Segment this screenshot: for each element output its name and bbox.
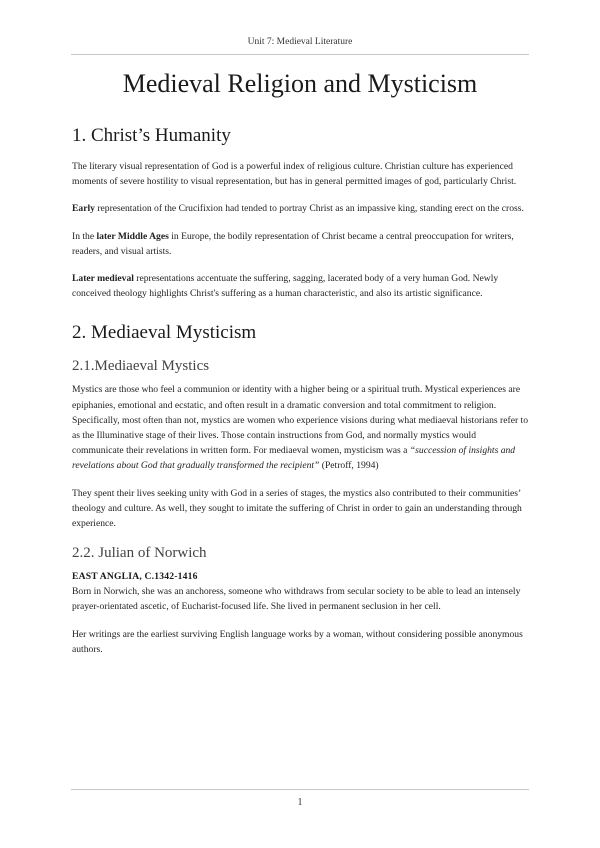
section-heading: 2. Mediaeval Mysticism — [72, 322, 257, 344]
subsection-heading: 2.2. Julian of Norwich — [72, 545, 207, 562]
section-heading: 1. Christ’s Humanity — [72, 125, 231, 146]
footer-divider — [71, 789, 529, 790]
subsection-julian-of-norwich — [72, 543, 530, 657]
subsection-heading: 2.1.Mediaeval Mystics — [72, 358, 210, 375]
section-christs-humanity — [72, 124, 530, 301]
paragraph: Her writings are the earliest surviving English language works by a woman, without considering possible anonymous authors. — [72, 628, 523, 655]
paragraph-text: representations accentuate the suffering, sagging, lacerated body of a very human God. Newly conceived theology highlights Christ's suffering as a human characteristic, and also its artistic significance. — [72, 273, 499, 300]
paragraph: The literary visual representation of God is a powerful index of religious culture. Christian culture has experienced moments of severe hostility to visual representation, but has in general permitted images of god, particularly Christ. — [72, 161, 517, 188]
paragraph-text: In the — [72, 230, 97, 242]
bold-lead: Later medieval — [72, 273, 134, 285]
page-number: 1 — [297, 797, 303, 808]
place-and-dates: EAST ANGLIA, C.1342-1416 — [72, 571, 198, 583]
running-header: Unit 7: Medieval Literature — [247, 37, 353, 47]
paragraph: Born in Norwich, she was an anchoress, someone who withdraws from secular society to be able to lead an intensely prayer-orientated ascetic, of Eucharist-focused life. She lived in permanent seclusion in her cell. — [72, 586, 521, 613]
subsection-mediaeval-mystics — [72, 356, 530, 531]
document-body — [72, 124, 530, 657]
paragraph — [72, 271, 530, 301]
bold-phrase: later Middle Ages — [96, 230, 169, 242]
paragraph-text: Mystics are those who feel a communion or identity with a higher being or a spiritual truth. Mystical experiences are epiphanies, emotional and ecstatic, and often result in a dramatic conversion and total commitment to religion. Specifically, most often than not, mystics are women who experience visions during what mediaeval historians refer to as the Illuminative stage of their lives. Those contain instructions from God, and normally mystics would communicate their revelations in written form. For mediaeval women, mysticism was a — [72, 384, 529, 457]
document-title: Medieval Religion and Mysticism — [122, 69, 478, 98]
paragraph — [72, 229, 530, 259]
section-mediaeval-mysticism — [72, 321, 530, 657]
paragraph — [72, 382, 530, 473]
bold-lead: Early — [72, 203, 95, 215]
italic-quote: “succession of insights and revelations about God that gradually transformed the recipient” — [72, 445, 516, 472]
header-divider — [71, 54, 529, 55]
citation: (Petroff, 1994) — [319, 460, 379, 472]
paragraph-text: representation of the Crucifixion had tended to portray Christ as an impassive king, standing erect on the cross. — [94, 203, 524, 215]
paragraph: They spent their lives seeking unity with God in a series of stages, the mystics also contributed to their communities’ theology and culture. As well, they sought to imitate the suffering of Christ in order to gain an understanding through experience. — [72, 487, 522, 530]
paragraph-text: in Europe, the bodily representation of Christ became a central preoccupation for writers, readers, and visual artists. — [72, 230, 514, 257]
paragraph — [72, 201, 530, 216]
